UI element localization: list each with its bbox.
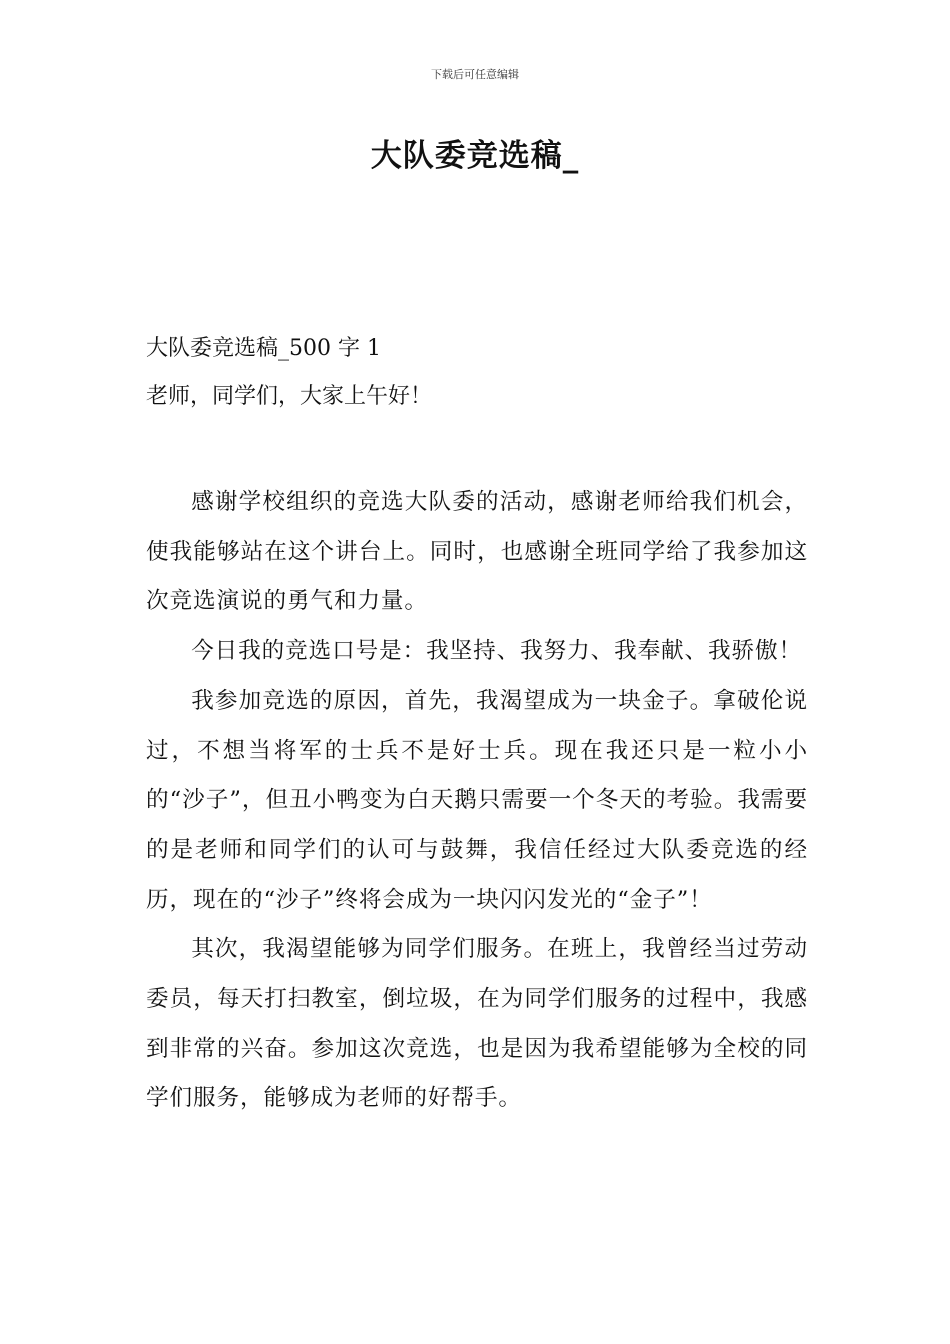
paragraph-slogan: 今日我的竞选口号是：我坚持、我努力、我奉献、我骄傲！: [191, 638, 803, 665]
body-text: [146, 478, 808, 1124]
paragraph-thanks: 感谢学校组织的竞选大队委的活动，感谢老师给我们机会，使我能够站在这个讲台上。同时，也感谢全班同学给了我参加这次竞选演说的勇气和力量。: [146, 489, 808, 615]
paragraph-reason-gold: 我参加竞选的原因，首先，我渴望成为一块金子。拿破伦说过，不想当将军的士兵不是好士兵。现在我还只是一粒小小的“沙子”，但丑小鸭变为白天鹅只需要一个冬天的考验。我需要的是老师和同学们的认可与鼓舞，我信任经过大队委竞选的经历，现在的“沙子”终将会成为一块闪闪发光的“金子”！: [146, 687, 808, 913]
paragraph-reason-service: 其次，我渴望能够为同学们服务。在班上，我曾经当过劳动委员，每天打扫教室，倒垃圾，在为同学们服务的过程中，我感到非常的兴奋。参加这次竞选，也是因为我希望能够为全校的同学们服务，能够成为老师的好帮手。: [146, 936, 808, 1112]
header-note: 下载后可任意编辑: [431, 68, 519, 81]
greeting-line: 老师，同学们，大家上午好！: [146, 384, 433, 409]
document-title: 大队委竞选稿_: [370, 138, 580, 174]
document-subtitle: 大队委竞选稿_500 字 1: [146, 336, 381, 361]
